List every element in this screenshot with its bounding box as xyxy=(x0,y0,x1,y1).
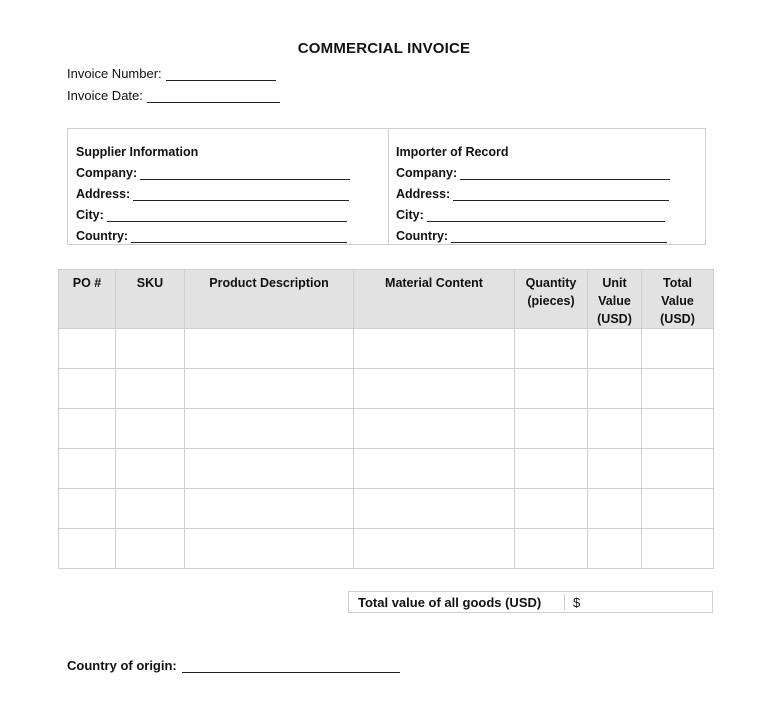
table-cell[interactable] xyxy=(642,369,714,409)
importer-company-line xyxy=(396,159,670,180)
table-row xyxy=(59,449,714,489)
header-unit-value-line-1: Unit xyxy=(602,276,627,290)
importer-country-field[interactable] xyxy=(451,231,667,243)
header-product-description-text: Product Description xyxy=(209,276,329,290)
header-po-number-text: PO # xyxy=(72,276,102,290)
invoice-number-label: Invoice Number: xyxy=(67,66,162,81)
importer-city-field[interactable] xyxy=(427,210,665,222)
header-unit-value-line-2: Value xyxy=(598,294,631,308)
table-row xyxy=(59,369,714,409)
table-cell[interactable] xyxy=(588,449,642,489)
table-cell[interactable] xyxy=(354,409,515,449)
table-cell[interactable] xyxy=(588,409,642,449)
table-cell[interactable] xyxy=(642,529,714,569)
table-cell[interactable] xyxy=(515,409,588,449)
header-po-number xyxy=(59,270,116,329)
table-cell[interactable] xyxy=(515,529,588,569)
party-divider xyxy=(388,129,389,244)
table-cell[interactable] xyxy=(116,489,185,529)
importer-section xyxy=(396,138,670,243)
line-items-table xyxy=(58,269,714,569)
table-cell[interactable] xyxy=(116,449,185,489)
header-total-value xyxy=(642,270,714,329)
table-cell[interactable] xyxy=(185,329,354,369)
table-row xyxy=(59,329,714,369)
table-cell[interactable] xyxy=(642,409,714,449)
table-row xyxy=(59,409,714,449)
header-quantity-line-1: Quantity xyxy=(525,276,577,290)
total-value-label: Total value of all goods (USD) xyxy=(358,594,542,610)
importer-address-line xyxy=(396,180,670,201)
supplier-country-field[interactable] xyxy=(131,231,347,243)
header-quantity-line-2: (pieces) xyxy=(527,294,575,308)
currency-symbol: $ xyxy=(573,594,581,610)
party-info-box xyxy=(67,128,706,245)
supplier-company-label: Company: xyxy=(76,166,138,180)
header-quantity xyxy=(515,270,588,329)
table-cell[interactable] xyxy=(185,409,354,449)
importer-address-field[interactable] xyxy=(453,189,669,201)
supplier-city-label: City: xyxy=(76,208,104,222)
header-unit-value xyxy=(588,270,642,329)
table-cell[interactable] xyxy=(185,529,354,569)
importer-city-label: City: xyxy=(396,208,424,222)
table-cell[interactable] xyxy=(588,369,642,409)
supplier-country-line xyxy=(76,222,350,243)
supplier-country-label: Country: xyxy=(76,229,129,243)
importer-company-label: Company: xyxy=(396,166,458,180)
header-total-value-line-3: (USD) xyxy=(660,312,695,326)
table-cell[interactable] xyxy=(116,529,185,569)
invoice-number-line xyxy=(67,66,276,81)
importer-address-label: Address: xyxy=(396,187,451,201)
importer-company-field[interactable] xyxy=(460,168,670,180)
table-cell[interactable] xyxy=(354,369,515,409)
invoice-number-field[interactable] xyxy=(166,68,276,81)
table-cell[interactable] xyxy=(59,409,116,449)
supplier-city-line xyxy=(76,201,350,222)
invoice-date-label: Invoice Date: xyxy=(67,88,143,103)
supplier-company-line xyxy=(76,159,350,180)
table-row xyxy=(59,529,714,569)
country-of-origin-label: Country of origin: xyxy=(67,658,177,673)
table-cell[interactable] xyxy=(59,369,116,409)
table-cell[interactable] xyxy=(354,529,515,569)
table-cell[interactable] xyxy=(59,329,116,369)
table-cell[interactable] xyxy=(185,489,354,529)
table-cell[interactable] xyxy=(642,449,714,489)
supplier-address-label: Address: xyxy=(76,187,131,201)
supplier-city-field[interactable] xyxy=(107,210,347,222)
table-cell[interactable] xyxy=(116,369,185,409)
table-header-row xyxy=(59,270,714,329)
header-material-content xyxy=(354,270,515,329)
total-value-box xyxy=(348,591,713,613)
header-sku-text: SKU xyxy=(136,276,164,290)
table-cell[interactable] xyxy=(354,329,515,369)
table-cell[interactable] xyxy=(515,489,588,529)
invoice-date-line xyxy=(67,88,280,103)
table-body xyxy=(59,329,714,569)
country-of-origin-field[interactable] xyxy=(182,660,400,673)
table-cell[interactable] xyxy=(515,369,588,409)
table-cell[interactable] xyxy=(588,329,642,369)
header-unit-value-line-3: (USD) xyxy=(597,312,632,326)
table-cell[interactable] xyxy=(116,329,185,369)
table-cell[interactable] xyxy=(59,489,116,529)
table-cell[interactable] xyxy=(354,489,515,529)
table-cell[interactable] xyxy=(642,329,714,369)
table-cell[interactable] xyxy=(642,489,714,529)
table-cell[interactable] xyxy=(185,449,354,489)
supplier-address-field[interactable] xyxy=(133,189,349,201)
table-cell[interactable] xyxy=(354,449,515,489)
header-total-value-line-1: Total xyxy=(663,276,692,290)
header-sku xyxy=(116,270,185,329)
total-value-field[interactable] xyxy=(584,594,712,610)
table-cell[interactable] xyxy=(515,449,588,489)
page-title: COMMERCIAL INVOICE xyxy=(297,40,471,57)
total-value-divider xyxy=(564,594,565,610)
header-total-value-line-2: Value xyxy=(661,294,694,308)
importer-heading: Importer of Record xyxy=(396,145,509,159)
table-cell[interactable] xyxy=(588,529,642,569)
supplier-heading: Supplier Information xyxy=(76,145,199,159)
country-of-origin-line xyxy=(67,658,400,673)
importer-country-label: Country: xyxy=(396,229,449,243)
table-cell[interactable] xyxy=(59,449,116,489)
header-material-content-text: Material Content xyxy=(385,276,483,290)
table-cell[interactable] xyxy=(116,409,185,449)
supplier-company-field[interactable] xyxy=(140,168,350,180)
invoice-date-field[interactable] xyxy=(147,90,280,103)
table-cell[interactable] xyxy=(515,329,588,369)
table-cell[interactable] xyxy=(59,529,116,569)
supplier-address-line xyxy=(76,180,350,201)
supplier-section xyxy=(76,138,350,243)
importer-city-line xyxy=(396,201,670,222)
importer-country-line xyxy=(396,222,670,243)
table-cell[interactable] xyxy=(588,489,642,529)
table-row xyxy=(59,489,714,529)
header-product-description xyxy=(185,270,354,329)
table-cell[interactable] xyxy=(185,369,354,409)
